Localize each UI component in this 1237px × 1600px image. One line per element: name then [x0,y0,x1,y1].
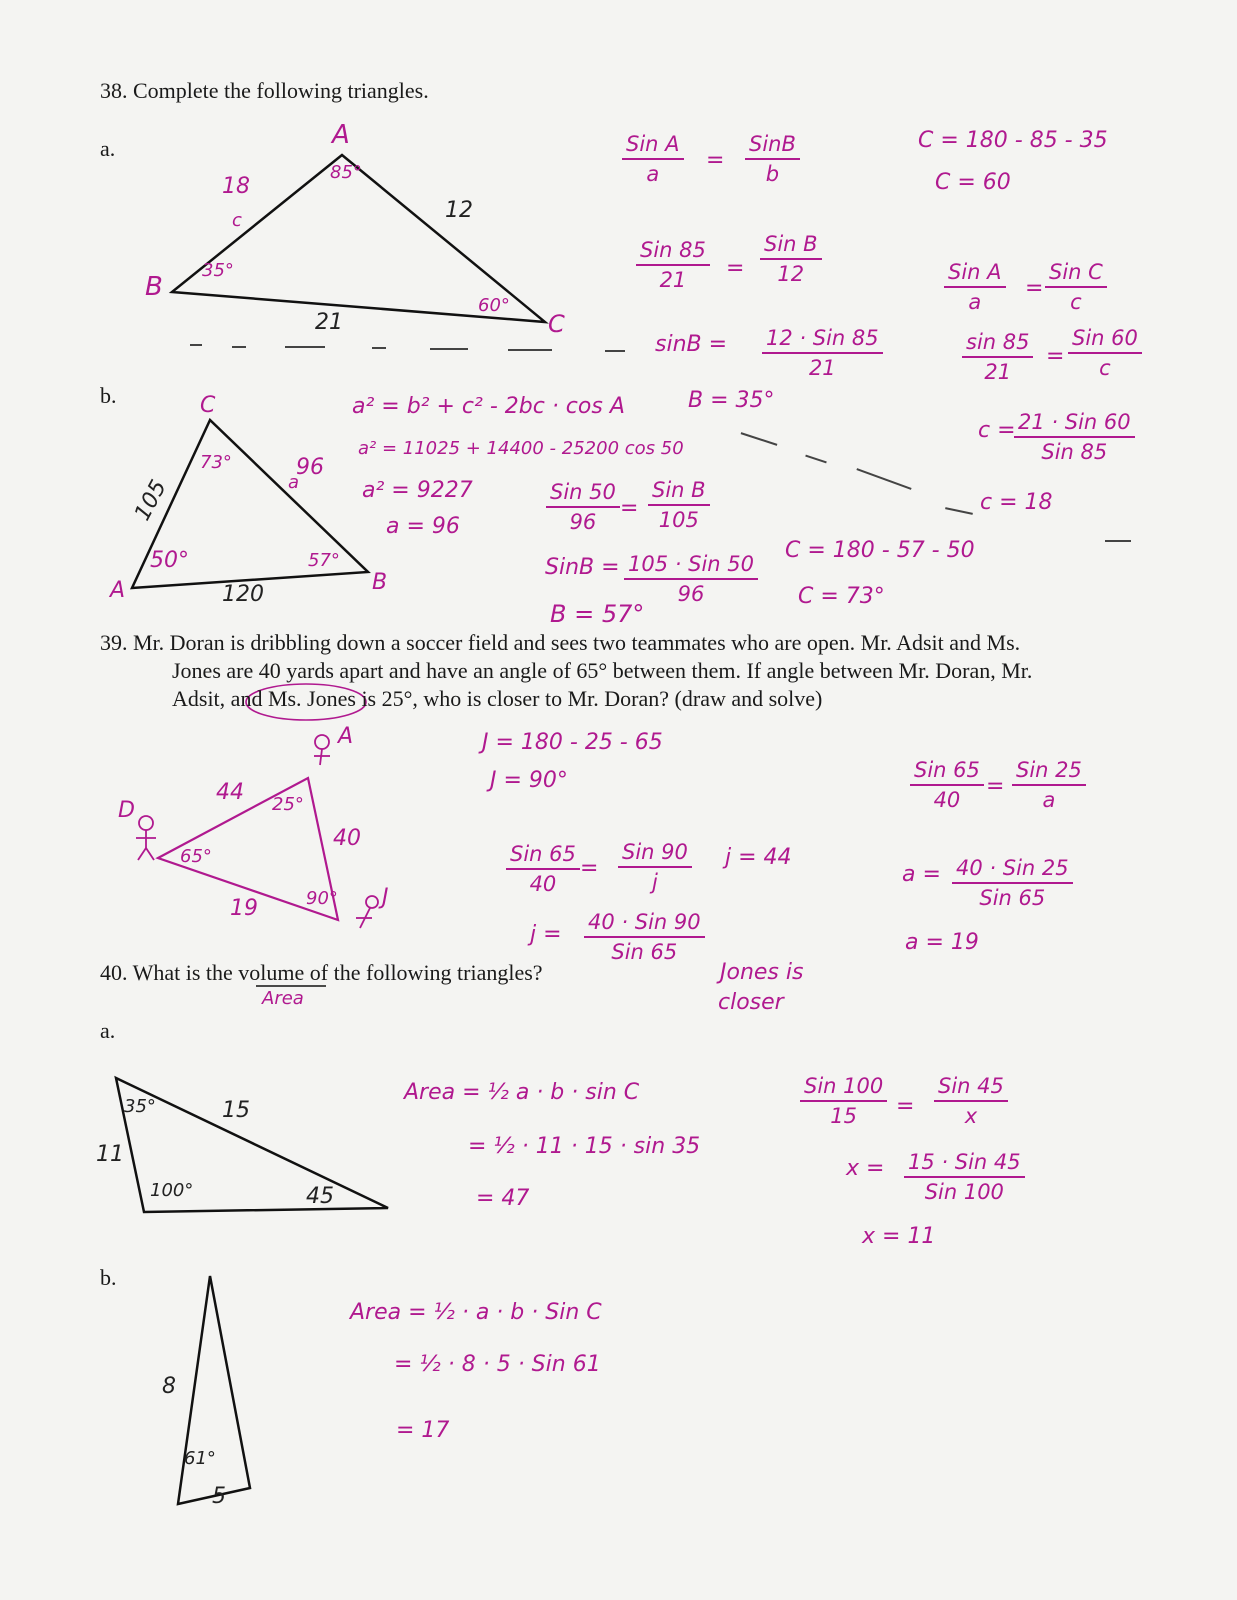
q40b-side-bottom: 5 [212,1484,226,1509]
q39-j-eq: j = 44 [725,845,792,870]
q38a-step3-frac: 12 · Sin 85 21 [762,326,883,380]
q40b-side-left: 8 [162,1374,176,1399]
q38b-frac-left: Sin 50 96 [546,480,620,534]
q40b-angle-bottom: 61° [184,1448,216,1469]
q38a-c-result: c = 18 [980,490,1053,515]
q39-answer-2: closer [718,990,784,1015]
q38a-step2-left: Sin 85 21 [636,238,710,292]
q38a-angle-C-calc: C = 180 - 85 - 35 [918,128,1108,153]
q40a-f-right: Sin 45 x [934,1074,1008,1128]
q38b-side-b: 105 [130,476,172,525]
q40a-x-result: x = 11 [862,1224,936,1249]
q38b-vertex-B: B [372,570,388,595]
q38a-c3-frac: 21 · Sin 60 Sin 85 [1014,410,1135,464]
q38a-lawC-eq: = [1025,276,1044,301]
q40a-side-left: 11 [96,1142,124,1167]
separator-dash [1105,540,1131,542]
q39-f2-right: Sin 25 a [1012,758,1086,812]
q38b-frac-right: Sin B 105 [648,478,710,532]
q39-f1-eq: = [580,856,599,881]
q38b-sinB-frac: 105 · Sin 50 96 [624,552,758,606]
q38b-side-c: 120 [222,582,264,607]
q38b-B: B = 57° [550,600,645,628]
q39-j-calc: J = 180 - 25 - 65 [482,730,663,755]
q38a-vertex-B: B [145,272,163,302]
q40b-sub: = ½ · 8 · 5 · Sin 61 [394,1352,601,1377]
q38a-label: a. [100,136,116,161]
jones-figure-icon [356,896,378,928]
q38a-side-c: 18 [222,174,250,199]
q38a-vertex-C: C [548,310,565,338]
q40a-f-eq: = [896,1094,915,1119]
q38b-a: a = 96 [386,514,460,539]
q38b-frac-eq: = [620,496,639,521]
separator-dash [430,348,468,350]
q38b-a2: a² = 9227 [362,478,473,503]
q40a-angle-top: 35° [124,1096,156,1117]
q38b-side-a: 96 [296,455,324,480]
q38b-C: C = 73° [798,584,885,609]
q38a-law-eq: = [706,148,725,173]
q38a-law-left: Sin A a [622,132,684,186]
q38b-angle-B: 57° [308,550,340,571]
q38a-c2-eq: = [1046,344,1065,369]
q38a-law-right: SinB b [745,132,800,186]
q39-line3: Adsit, and Ms. Jones is 25°, who is closer to Mr. Doran? (draw and solve) [172,686,823,711]
doran-figure-icon [136,816,156,860]
q40-title: 40. What is the volume of the following triangles? [100,960,543,985]
q38b-angle-A: 50° [150,548,189,573]
q39-angle-J: 90° [306,888,338,909]
q39-side-DA: 44 [216,780,244,805]
adsit-figure-icon [314,735,330,765]
q39-f2-left: Sin 65 40 [910,758,984,812]
q38a-angle-A: 85° [330,162,362,183]
q38a-vertex-A: A [332,120,350,150]
q38a-side-b: 12 [445,198,473,223]
q40b-label: b. [100,1265,117,1290]
q38a-step2-eq: = [726,256,745,281]
q39-angle-A: 25° [272,794,304,815]
q38b-law-cos: a² = b² + c² - 2bc · cos A [352,394,625,419]
q39-j-frac: 40 · Sin 90 Sin 65 [584,910,705,964]
q39-label-J: J [382,885,389,910]
q40a-angle-left: 100° [150,1180,194,1201]
q38b-C-calc: C = 180 - 57 - 50 [785,538,975,563]
q40b-result: = 17 [396,1418,450,1443]
q39-a-frac: 40 · Sin 25 Sin 65 [952,856,1073,910]
separator-dash [285,346,325,348]
q39-side-AJ: 40 [333,826,361,851]
separator-dash [190,344,202,346]
q39-side-DJ: 19 [230,896,258,921]
q39-j-result: J = 90° [490,768,568,793]
q38b-label: b. [100,383,117,408]
q40a-label: a. [100,1018,116,1043]
q38a-step2-right: Sin B 12 [760,232,822,286]
q39-line1: 39. Mr. Doran is dribbling down a soccer field and sees two teammates who are open. Mr. Adsit and Ms. [100,630,1021,655]
q40a-f-left: Sin 100 15 [800,1074,887,1128]
q40a-angle-right: 45 [306,1184,334,1209]
triangle-40b [178,1276,250,1504]
q38b-side-a-letter: a [288,472,300,493]
q38a-side-a: 21 [315,310,343,335]
q40-correction: Area [262,988,304,1009]
q40a-sub: = ½ · 11 · 15 · sin 35 [468,1134,701,1159]
q39-j-left: j = [530,922,562,947]
q38b-angle-C: 73° [200,452,232,473]
q39-f1-right: Sin 90 j [618,840,692,894]
q40a-side-top: 15 [222,1098,250,1123]
q40a-result: = 47 [476,1186,530,1211]
q40-title-struck: volume [238,960,305,985]
q38a-lawC-right: Sin C c [1045,260,1107,314]
q38a-result-B: B = 35° [688,388,775,413]
q38b-sub: a² = 11025 + 14400 - 25200 cos 50 [358,438,684,459]
q39-label-D: D [118,798,135,823]
q40b-formula: Area = ½ · a · b · Sin C [350,1300,602,1325]
q38a-c3-left: c = [978,418,1016,443]
q38b-vertex-A: A [110,578,126,603]
separator-dash [372,347,386,349]
separator-dash [508,349,552,351]
q39-answer-1: Jones is [720,960,804,985]
q39-label-A: A [338,724,354,749]
q39-line2: Jones are 40 yards apart and have an angle of 65° between them. If angle between Mr. Doran, Mr. [172,658,1033,683]
q38a-c2-left: $\frac{\sin 85}{21}$ [962,330,1033,384]
q38a-angle-C: 60° [478,295,510,316]
q38a-step3-left: sinB = [655,332,728,357]
q38a-angle-B: 35° [202,260,234,281]
q38a-side-c-letter: c [232,210,242,231]
separator-dash [232,346,246,348]
q39-a-result: a = 19 [905,930,979,955]
q40a-x-left: x = [846,1156,885,1181]
separator-dash [605,350,625,352]
q40a-x-frac: 15 · Sin 45 Sin 100 [904,1150,1025,1204]
q40a-formula: Area = ½ a · b · sin C [404,1080,640,1105]
q39-f1-left: Sin 65 40 [506,842,580,896]
q38a-lawC-left: Sin A a [944,260,1006,314]
q38b-vertex-C: C [200,393,216,418]
q38a-c2-right: Sin 60 c [1068,326,1142,380]
q38b-sinB-left: SinB = [545,555,620,580]
q38-title: 38. Complete the following triangles. [100,78,429,103]
q39-a-left: a = [902,862,941,887]
q39-angle-D: 65° [180,846,212,867]
q38a-angle-C-result: C = 60 [935,170,1011,195]
q39-f2-eq: = [986,774,1005,799]
